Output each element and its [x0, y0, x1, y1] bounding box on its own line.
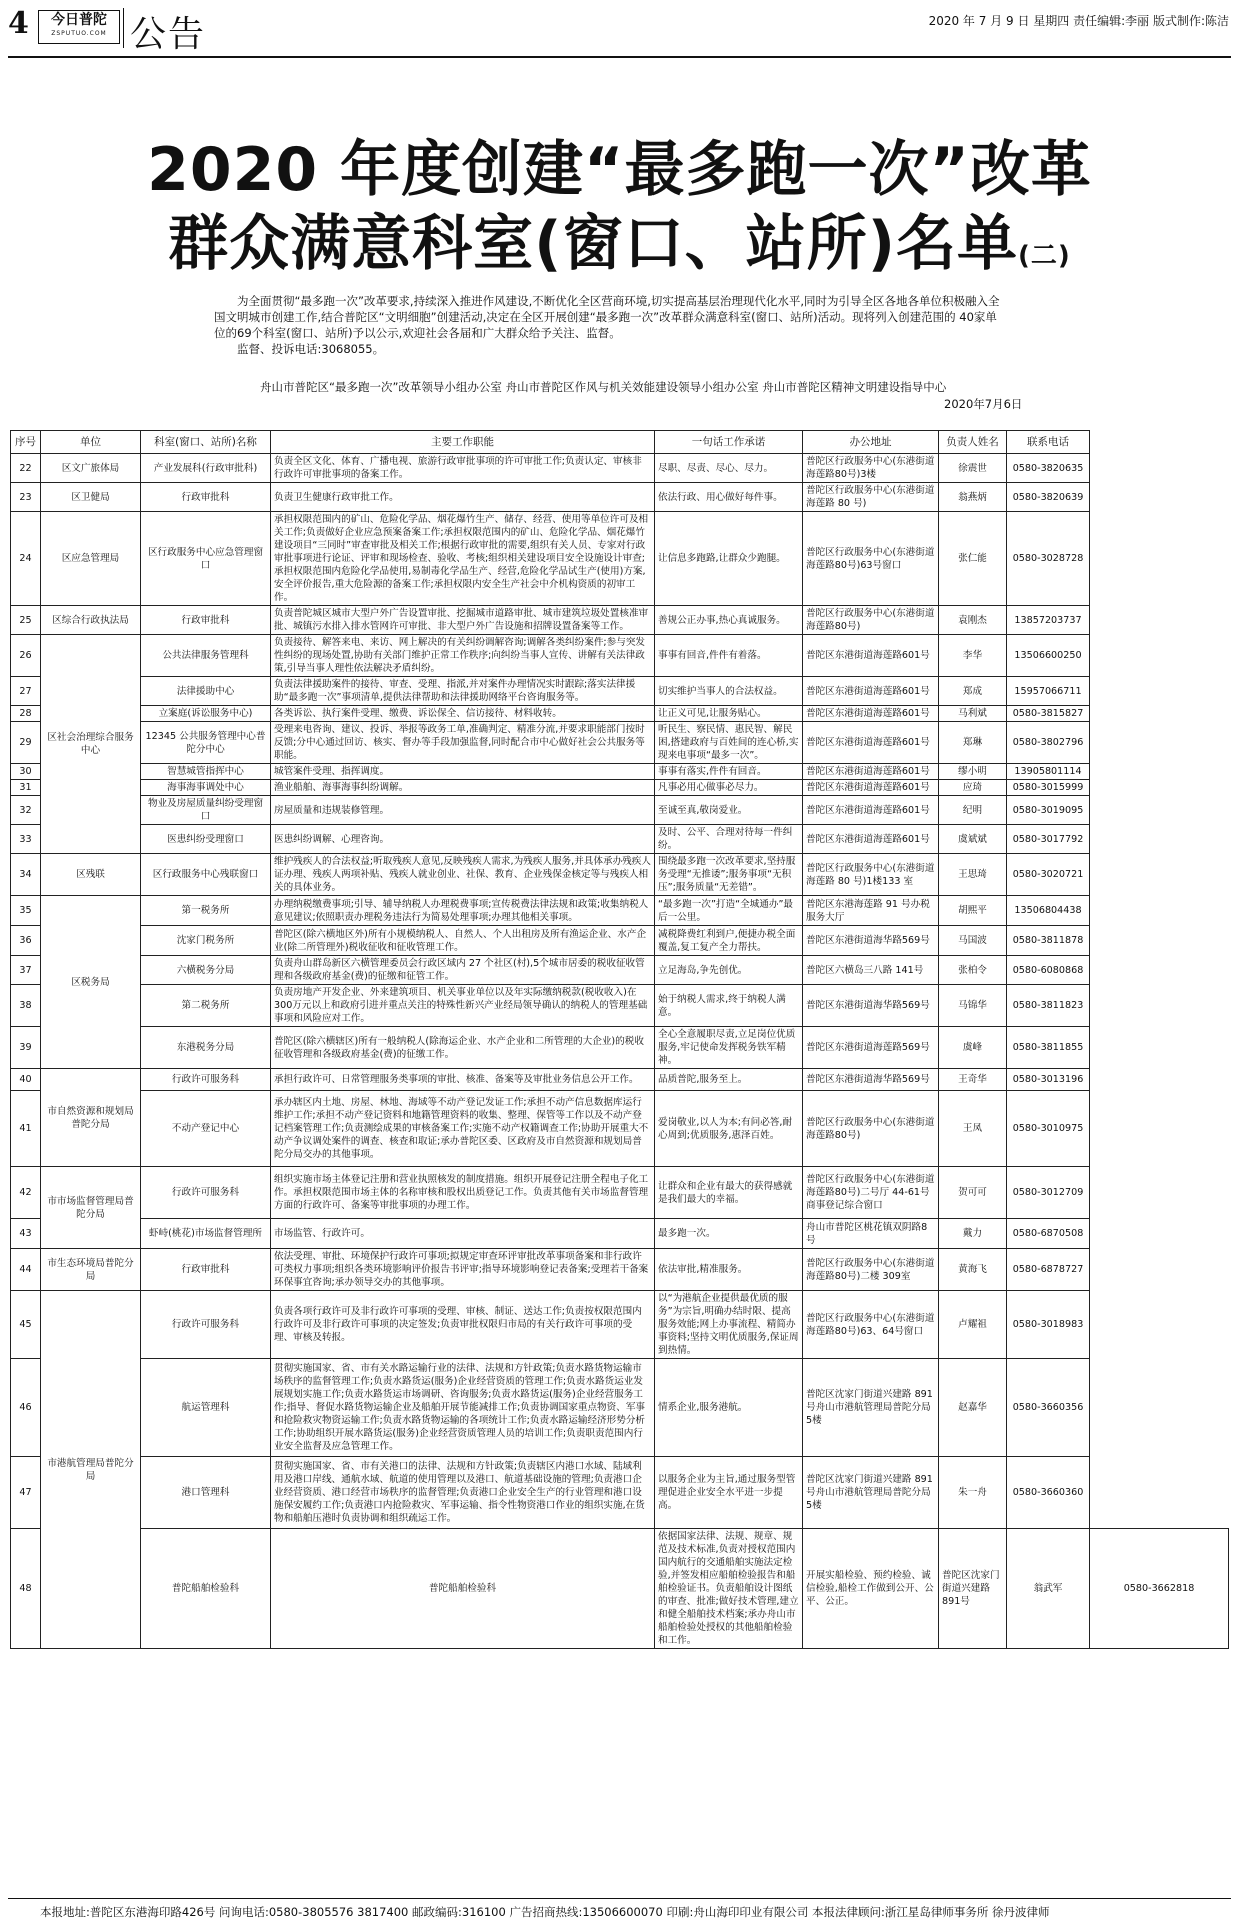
service-promise: 及时、公平、合理对待每一件纠纷。	[655, 825, 803, 854]
row-number: 45	[11, 1291, 41, 1359]
service-promise: 让正义可见,让服务贴心。	[655, 706, 803, 722]
contact-phone: 0580-3811823	[1007, 985, 1090, 1027]
dateline: 2020 年 7 月 9 日 星期四 责任编辑:李丽 版式制作:陈洁	[928, 14, 1229, 28]
contact-phone: 0580-3010975	[1007, 1091, 1090, 1167]
contact-phone: 0580-3028728	[1007, 512, 1090, 606]
row-number: 29	[11, 722, 41, 764]
section-title: 公告	[130, 14, 207, 55]
contact-phone: 0580-3662818	[1090, 1529, 1229, 1649]
department-name: 第一税务所	[141, 896, 271, 926]
row-number: 48	[11, 1529, 41, 1649]
department-name: 物业及房屋质量纠纷受理窗口	[141, 796, 271, 825]
row-number: 36	[11, 926, 41, 956]
headline-line2	[0, 196, 1239, 282]
unit-name: 区残联	[41, 854, 141, 896]
unit-name: 区文广旅体局	[41, 454, 141, 483]
person-in-charge: 郑琳	[939, 722, 1007, 764]
row-number: 22	[11, 454, 41, 483]
table-row	[11, 512, 1229, 606]
row-number: 24	[11, 512, 41, 606]
office-address: 普陀区东港街道海莲路601号	[803, 764, 939, 780]
row-number: 26	[11, 635, 41, 677]
intro-contact: 监督、投诉电话:3068055。	[237, 342, 385, 356]
headline-line2-text: 群众满意科室(窗口、站所)名单	[168, 209, 1019, 279]
unit-name: 区社会治理综合服务中心	[41, 635, 141, 854]
table-row	[11, 1457, 1229, 1529]
department-name: 行政审批科	[141, 1249, 271, 1291]
table-row	[11, 985, 1229, 1027]
page-number: 4	[8, 6, 29, 41]
unit-name: 区卫健局	[41, 483, 141, 512]
service-promise: 爱岗敬业,以人为本;有问必答,耐心周到;优质服务,惠泽百姓。	[655, 1091, 803, 1167]
main-duties: 办理纳税缴费事项;引导、辅导纳税人办理税费事项;宣传税费法律法规和政策;收集纳税人意见建议;依照职责办理税务违法行为简易处理事项;办理其他相关事项。	[271, 896, 655, 926]
unit-name: 市市场监督管理局普陀分局	[41, 1167, 141, 1249]
service-promise: 依法审批,精准服务。	[655, 1249, 803, 1291]
main-duties: 普陀区(除六横地区外)所有小规模纳税人、自然人、个人出租房及所有渔运企业、水产企业(除二所管理外)税收征收和征收管理工作。	[271, 926, 655, 956]
person-in-charge: 马锦华	[939, 985, 1007, 1027]
department-name: 普陀船舶检验科	[271, 1529, 655, 1649]
issuing-organizations: 舟山市普陀区“最多跑一次”改革领导小组办公室 舟山市普陀区作风与机关效能建设领导小组办公室 舟山市普陀区精神文明建设指导中心	[260, 380, 947, 394]
headline-line1: 2020 年度创建“最多跑一次”改革	[147, 135, 1092, 205]
office-address: 普陀区东港街道海莲路569号	[803, 1027, 939, 1069]
column-header: 序号	[11, 431, 41, 454]
table-header-row	[11, 431, 1229, 454]
office-address: 普陀区沈家门街道兴建路891号	[939, 1529, 1007, 1649]
row-number: 23	[11, 483, 41, 512]
row-number: 43	[11, 1219, 41, 1249]
column-header: 单位	[41, 431, 141, 454]
person-in-charge: 朱一舟	[939, 1457, 1007, 1529]
department-name: 第二税务所	[141, 985, 271, 1027]
office-address: 普陀区东港街道海华路569号	[803, 985, 939, 1027]
main-duties: 医患纠纷调解、心理咨询。	[271, 825, 655, 854]
contact-phone: 0580-3815827	[1007, 706, 1090, 722]
person-in-charge: 马国波	[939, 926, 1007, 956]
department-name: 航运管理科	[141, 1359, 271, 1457]
service-promise: 始于纳税人需求,终于纳税人满意。	[655, 985, 803, 1027]
column-header: 科室(窗口、站所)名称	[141, 431, 271, 454]
department-name: 东港税务分局	[141, 1027, 271, 1069]
department-name: 区行政服务中心残联窗口	[141, 854, 271, 896]
issue-date: 2020年7月6日	[944, 397, 1023, 411]
person-in-charge: 虞斌斌	[939, 825, 1007, 854]
masthead-divider	[123, 8, 124, 48]
office-address: 普陀区东港街道海莲路601号	[803, 796, 939, 825]
department-name: 行政审批科	[141, 606, 271, 635]
row-number: 31	[11, 780, 41, 796]
person-in-charge: 徐震世	[939, 454, 1007, 483]
main-duties: 承办辖区内土地、房屋、林地、海域等不动产登记发证工作;承担不动产信息数据库运行维护工作;承担不动产登记资料和地籍管理资料的收集、整理、保管等工作以及不动产登记档案管理工作;负责测绘成果的审核备案工作;实施不动产权籍调查工作;协助开展重大不动产争议调处案件的调查、核查和取证;承办普陀区委、区政府及市自然资源和规划局普陀分局交办的其他事项。	[271, 1091, 655, 1167]
row-number: 47	[11, 1457, 41, 1529]
row-number: 35	[11, 896, 41, 926]
office-address: 普陀区东港海莲路 91 号办税服务大厅	[803, 896, 939, 926]
column-header: 办公地址	[803, 431, 939, 454]
table-row	[11, 1069, 1229, 1091]
department-name: 12345 公共服务管理中心普陀分中心	[141, 722, 271, 764]
department-name: 六横税务分局	[141, 956, 271, 985]
office-address: 普陀区东港街道海华路569号	[803, 1069, 939, 1091]
column-header: 主要工作职能	[271, 431, 655, 454]
main-duties: 负责全区文化、体育、广播电视、旅游行政审批事项的许可审批工作;负责认定、审核非行政许可审批事项的备案工作。	[271, 454, 655, 483]
office-address: 普陀区东港街道海莲路601号	[803, 780, 939, 796]
service-promise: 开展实船检验、预约检验、诚信检验,船检工作做到公开、公平、公正。	[803, 1529, 939, 1649]
contact-phone: 13506804438	[1007, 896, 1090, 926]
table-row	[11, 1027, 1229, 1069]
service-promise: 让群众和企业有最大的获得感就是我们最大的幸福。	[655, 1167, 803, 1219]
row-number: 41	[11, 1091, 41, 1167]
person-in-charge: 翁武军	[1007, 1529, 1090, 1649]
person-in-charge: 张柏令	[939, 956, 1007, 985]
row-number: 42	[11, 1167, 41, 1219]
service-promise: 品质普陀,服务至上。	[655, 1069, 803, 1091]
row-number: 38	[11, 985, 41, 1027]
table-row	[11, 606, 1229, 635]
office-address: 普陀区东港街道海莲路601号	[803, 706, 939, 722]
main-duties: 贯彻实施国家、省、市有关港口的法律、法规和方针政策;负责辖区内港口水域、陆域利用及港口岸线、通航水域、航道的使用管理以及港口、航道基础设施的管理;负责港口企业经营资质、港口经营市场秩序的监督管理;负责港口企业安全生产的行业管理和港口设施保安履约工作;负责港口内抢险救灾、军事运输、指令性物资港口作业的组织实施,在货物和船舶压港时负责协调和组织疏运工作。	[271, 1457, 655, 1529]
office-address: 普陀区东港街道海莲路601号	[803, 677, 939, 706]
main-duties: 承担行政许可、日常管理服务类事项的审批、核准、备案等及审批业务信息公开工作。	[271, 1069, 655, 1091]
office-address: 普陀区行政服务中心(东港街道海莲路80号)63、64号窗口	[803, 1291, 939, 1359]
service-promise: 事事有落实,件件有回音。	[655, 764, 803, 780]
table-row	[11, 722, 1229, 764]
main-duties: 负责普陀城区城市大型户外广告设置审批、挖掘城市道路审批、城市建筑垃圾处置核准审批、城镇污水排入排水管网许可审批、非大型户外广告设施和招牌设置备案等工作。	[271, 606, 655, 635]
main-duties: 负责房地产开发企业、外来建筑项目、机关事业单位以及年实际缴纳税款(税收收入)在300万元以上和政府引进并重点关注的特殊性新兴产业经局领导确认的纳税人的管理基础事项和风险应对工作。	[271, 985, 655, 1027]
person-in-charge: 戴力	[939, 1219, 1007, 1249]
table-row	[11, 926, 1229, 956]
row-number: 33	[11, 825, 41, 854]
unit-name: 普陀船舶检验科	[141, 1529, 271, 1649]
person-in-charge: 胡熙平	[939, 896, 1007, 926]
column-header: 一句话工作承诺	[655, 431, 803, 454]
unit-name: 区税务局	[41, 896, 141, 1069]
person-in-charge: 黄海飞	[939, 1249, 1007, 1291]
table-row	[11, 1359, 1229, 1457]
main-duties: 负责法律援助案件的接待、审查、受理、指派,并对案件办理情况实时跟踪;落实法律援助“最多跑一次”事项清单,提供法律帮助和法律援助网络平台咨询服务等。	[271, 677, 655, 706]
table-row	[11, 796, 1229, 825]
contact-phone: 0580-3013196	[1007, 1069, 1090, 1091]
contact-phone: 0580-3018983	[1007, 1291, 1090, 1359]
person-in-charge: 卢耀祖	[939, 1291, 1007, 1359]
office-address: 普陀区东港街道海莲路601号	[803, 825, 939, 854]
intro-paragraph: 为全面贯彻“最多跑一次”改革要求,持续深入推进作风建设,不断优化全区营商环境,切实提高基层治理现代化水平,同时为引导全区各地各单位积极融入全国文明城市创建工作,结合普陀区“文明细胞”创建活动,决定在全区开展创建“最多跑一次”改革群众满意科室(窗口、站所)活动。现将列入创建范围的 40家单位的69个科室(窗口、站所)予以公示,欢迎社会各届和广大群众给予关注、监督。	[214, 294, 1000, 340]
table-row	[11, 1167, 1229, 1219]
office-address: 普陀区沈家门街道兴建路 891 号舟山市港航管理局普陀分局 5楼	[803, 1359, 939, 1457]
person-in-charge: 应琦	[939, 780, 1007, 796]
person-in-charge: 王凤	[939, 1091, 1007, 1167]
service-promise: 至诚至真,敬岗爱业。	[655, 796, 803, 825]
main-duties: 负责各项行政许可及非行政许可事项的受理、审核、制证、送达工作;负责按权限范围内行政许可及非行政许可事项的决定签发;负责审批权限归市局的有关行政许可事项的受理、审核及转报。	[271, 1291, 655, 1359]
office-address: 普陀区行政服务中心(东港街道海莲路80号)	[803, 1091, 939, 1167]
table-row	[11, 635, 1229, 677]
row-number: 40	[11, 1069, 41, 1091]
department-name: 区行政服务中心应急管理窗口	[141, 512, 271, 606]
row-number: 39	[11, 1027, 41, 1069]
main-duties: 维护残疾人的合法权益;听取残疾人意见,反映残疾人需求,为残疾人服务,并具体承办残疾人证办理、残疾人两项补贴、残疾人就业创业、社保、教育、企业残保金核定等与残疾人相关的具体业务。	[271, 854, 655, 896]
table-row	[11, 1091, 1229, 1167]
office-address: 普陀区行政服务中心(东港街道海莲路80号)二号厅 44-61号商事登记综合窗口	[803, 1167, 939, 1219]
main-duties: 贯彻实施国家、省、市有关水路运输行业的法律、法规和方针政策;负责水路货物运输市场秩序的监督管理工作;负责水路货运(服务)企业经营资质的管理工作;负责水路货运业发展规划实施工作;负责水路货运市场调研、咨询服务;负责水路货运(服务)企业经营服务工作;指导、督促水路货物运输企业及船舶开展节能减排工作;负责协调国家重点物资、军事和抢险救灾物资运输工作;负责水路货物运输的各项统计工作;负责水路运输经济形势分析工作;协助组织开展水路货运(服务)企业经营资质管理人员的培训工作;负责职责范围内行业安全监督及应急管理工作。	[271, 1359, 655, 1457]
person-in-charge: 纪明	[939, 796, 1007, 825]
service-promise: 善规公正办事,热心真诚服务。	[655, 606, 803, 635]
row-number: 34	[11, 854, 41, 896]
service-promise: 减税降费红利到户,便捷办税全面覆盖,复工复产全力帮扶。	[655, 926, 803, 956]
main-duties: 负责卫生健康行政审批工作。	[271, 483, 655, 512]
service-promise: 围绕最多跑一次改革要求,坚持服务受理“无推诿”;服务事项“无积压”;服务质量“无差错”。	[655, 854, 803, 896]
department-name: 行政许可服务科	[141, 1291, 271, 1359]
department-name: 行政审批科	[141, 483, 271, 512]
office-address: 普陀区行政服务中心(东港街道海莲路80号)二楼 309室	[803, 1249, 939, 1291]
row-number: 28	[11, 706, 41, 722]
office-address: 普陀区东港街道海莲路601号	[803, 635, 939, 677]
person-in-charge: 郑成	[939, 677, 1007, 706]
table-row	[11, 764, 1229, 780]
department-name: 不动产登记中心	[141, 1091, 271, 1167]
service-promise: 以“为港航企业提供最优质的服务”为宗旨,明确办结时限、提高服务效能;网上办事流程、精简办事资料;坚持文明优质服务,保证周到热情。	[655, 1291, 803, 1359]
contact-phone: 0580-3020721	[1007, 854, 1090, 896]
unit-name: 市港航管理局普陀分局	[41, 1291, 141, 1649]
office-address: 普陀区行政服务中心(东港街道海莲路80号)3楼	[803, 454, 939, 483]
row-number: 25	[11, 606, 41, 635]
department-name: 行政许可服务科	[141, 1167, 271, 1219]
unit-name: 市自然资源和规划局普陀分局	[41, 1069, 141, 1167]
contact-phone: 0580-3015999	[1007, 780, 1090, 796]
person-in-charge: 缪小明	[939, 764, 1007, 780]
contact-phone: 0580-3820639	[1007, 483, 1090, 512]
person-in-charge: 李华	[939, 635, 1007, 677]
main-duties: 各类诉讼、执行案件受理、缴费、诉讼保全、信访接待、材料收转。	[271, 706, 655, 722]
table-row	[11, 1219, 1229, 1249]
column-header: 负责人姓名	[939, 431, 1007, 454]
department-name: 港口管理科	[141, 1457, 271, 1529]
row-number: 27	[11, 677, 41, 706]
department-name: 海事海事调处中心	[141, 780, 271, 796]
office-address: 普陀区东港街道海莲路601号	[803, 722, 939, 764]
contact-phone: 0580-3660356	[1007, 1359, 1090, 1457]
table-row	[11, 825, 1229, 854]
contact-phone: 0580-3802796	[1007, 722, 1090, 764]
main-duties: 承担权限范围内的矿山、危险化学品、烟花爆竹生产、储存、经营、使用等单位许可及相关工作;负责做好企业应急预案备案工作;承担权限范围内的矿山、危险化学品、烟花爆竹建设项目“三同时”审查审批及相关工作;根据行政审批的需要,组织有关人员、专家对行政审批事项进行论证、评审和现场检查、验收、考核;组织相关建设项目安全设施设计审查;承担权限范围内危险化学品使用,易制毒化学品生产、经营,危险化学品试生产(使用)方案,安全评价报告,重大危险源的备案工作;承担权限内安全生产社会中介机构资质的初审工作。	[271, 512, 655, 606]
main-duties: 依法受理、审批、环境保护行政许可事项;拟规定审查环评审批改革事项备案和非行政许可类权力事项;组织各类环境影响评价报告书评审;指导环境影响登记表备案;受理若干备案环保事宜咨询;承办领导交办的其他事项。	[271, 1249, 655, 1291]
intro-text	[214, 293, 1004, 357]
office-address: 舟山市普陀区桃花镇双阴路8号	[803, 1219, 939, 1249]
row-number: 46	[11, 1359, 41, 1457]
service-promise: 最多跑一次。	[655, 1219, 803, 1249]
main-duties: 受理来电咨询、建议、投诉、举报等政务工单,准确判定、精准分流,并要求职能部门按时反馈;分中心通过回访、核实、督办等手段加强监督,同时配合市中心做好社会公共服务等职能。	[271, 722, 655, 764]
table-row	[11, 677, 1229, 706]
row-number: 30	[11, 764, 41, 780]
office-address: 普陀区行政服务中心(东港街道海莲路80号)	[803, 606, 939, 635]
unit-name: 区应急管理局	[41, 512, 141, 606]
service-promise: “最多跑一次”打造“全城通办”最后一公里。	[655, 896, 803, 926]
contact-phone: 15957066711	[1007, 677, 1090, 706]
newspaper-logo	[38, 10, 120, 44]
main-duties: 组织实施市场主体登记注册和营业执照核发的制度措施。组织开展登记注册全程电子化工作。承担权限范围市场主体的名称审核和股权出质登记工作。负责其他有关市场监督管理方面的行政许可、备案等审批事项的办理工作。	[271, 1167, 655, 1219]
person-in-charge: 张仁能	[939, 512, 1007, 606]
table-row	[11, 1529, 1229, 1649]
service-promise: 凡事必用心做事必尽力。	[655, 780, 803, 796]
department-name: 立案庭(诉讼服务中心)	[141, 706, 271, 722]
service-promise: 事事有回音,件件有着落。	[655, 635, 803, 677]
office-address: 普陀区东港街道海华路569号	[803, 926, 939, 956]
window-list-table	[10, 430, 1229, 1649]
department-name: 产业发展科(行政审批科)	[141, 454, 271, 483]
service-promise: 依法行政、用心做好每件事。	[655, 483, 803, 512]
headline-suffix: (二)	[1018, 241, 1071, 271]
main-duties: 市场监管、行政许可。	[271, 1219, 655, 1249]
main-duties: 依据国家法律、法规、规章、规范及技术标准,负责对授权范围内国内航行的交通船舶实施法定检验,并签发相应船舶检验报告和船舶检验证书。负责船舶设计图纸的审查、批准;做好技术管理,建立和健全船舶技术档案;承办舟山市船舶检验处授权的其他船舶检验和工作。	[655, 1529, 803, 1649]
unit-name: 区综合行政执法局	[41, 606, 141, 635]
contact-phone: 0580-6080868	[1007, 956, 1090, 985]
contact-phone: 0580-6870508	[1007, 1219, 1090, 1249]
contact-phone: 0580-3660360	[1007, 1457, 1090, 1529]
contact-phone: 0580-3811855	[1007, 1027, 1090, 1069]
contact-phone: 0580-3019095	[1007, 796, 1090, 825]
table-row	[11, 854, 1229, 896]
main-duties: 负责舟山群岛新区六横管理委员会行政区域内 27 个社区(村),5个城市居委的税收征收管理和各级政府基金(费)的征缴和征管工作。	[271, 956, 655, 985]
main-duties: 房屋质量和违规装修管理。	[271, 796, 655, 825]
logo-url: ZSPUTUO.COM	[51, 30, 107, 37]
table-row	[11, 896, 1229, 926]
person-in-charge: 袁刚杰	[939, 606, 1007, 635]
person-in-charge: 翁燕炳	[939, 483, 1007, 512]
person-in-charge: 马利斌	[939, 706, 1007, 722]
service-promise: 情系企业,服务港航。	[655, 1359, 803, 1457]
table-row	[11, 454, 1229, 483]
department-name: 沈家门税务所	[141, 926, 271, 956]
service-promise: 以服务企业为主旨,通过服务型管理促进企业安全水平进一步提高。	[655, 1457, 803, 1529]
contact-phone: 13905801114	[1007, 764, 1090, 780]
row-number: 32	[11, 796, 41, 825]
contact-phone: 0580-3820635	[1007, 454, 1090, 483]
office-address: 普陀区行政服务中心(东港街道海莲路80号)63号窗口	[803, 512, 939, 606]
contact-phone: 0580-6878727	[1007, 1249, 1090, 1291]
person-in-charge: 贺可可	[939, 1167, 1007, 1219]
contact-phone: 0580-3012709	[1007, 1167, 1090, 1219]
main-duties: 负责接待、解答来电、来访、网上解决的有关纠纷调解咨询;调解各类纠纷案件;参与突发性纠纷的现场处置,协助有关部门维护正常工作秩序;向纠纷当事人宣传、讲解有关法律政策,引导当事人理性依法解决矛盾纠纷。	[271, 635, 655, 677]
person-in-charge: 赵嘉华	[939, 1359, 1007, 1457]
table-body	[11, 454, 1229, 1649]
logo-text: 今日普陀	[51, 12, 107, 28]
contact-phone: 13506600250	[1007, 635, 1090, 677]
contact-phone: 0580-3017792	[1007, 825, 1090, 854]
footer-info: 本报地址:普陀区东港海印路426号 问询电话:0580-3805576 3817400 邮政编码:316100 广告招商热线:13506600070 印刷:舟山海印印业有限公司 本报法律顾问:浙江星岛律师事务所 徐丹波律师	[40, 1905, 1050, 1919]
department-name: 行政许可服务科	[141, 1069, 271, 1091]
service-promise: 切实维护当事人的合法权益。	[655, 677, 803, 706]
table-row	[11, 956, 1229, 985]
column-header: 联系电话	[1007, 431, 1090, 454]
service-promise: 尽职、尽责、尽心、尽力。	[655, 454, 803, 483]
footer-rule	[8, 1898, 1231, 1899]
row-number: 44	[11, 1249, 41, 1291]
office-address: 普陀区行政服务中心(东港街道海莲路 80 号)1楼133 室	[803, 854, 939, 896]
office-address: 普陀区沈家门街道兴建路 891 号舟山市港航管理局普陀分局5楼	[803, 1457, 939, 1529]
table-row	[11, 483, 1229, 512]
department-name: 法律援助中心	[141, 677, 271, 706]
table-row	[11, 780, 1229, 796]
department-name: 智慧城管指挥中心	[141, 764, 271, 780]
department-name: 医患纠纷受理窗口	[141, 825, 271, 854]
person-in-charge: 王思琦	[939, 854, 1007, 896]
unit-name: 市生态环境局普陀分局	[41, 1249, 141, 1291]
office-address: 普陀区六横岛三八路 141号	[803, 956, 939, 985]
service-promise: 让信息多跑路,让群众少跑腿。	[655, 512, 803, 606]
department-name: 公共法律服务管理科	[141, 635, 271, 677]
department-name: 虾峙(桃花)市场监督管理所	[141, 1219, 271, 1249]
table-row	[11, 1249, 1229, 1291]
masthead	[0, 0, 1239, 64]
main-duties: 城管案件受理、指挥调度。	[271, 764, 655, 780]
table-row	[11, 706, 1229, 722]
service-promise: 听民生、察民情、惠民智、解民困,搭建政府与百姓间的连心桥,实现来电事项“最多一次”。	[655, 722, 803, 764]
office-address: 普陀区行政服务中心(东港街道海莲路 80 号)	[803, 483, 939, 512]
main-duties: 普陀区(除六横辖区)所有一般纳税人(除海运企业、水产企业和二所管理的大企业)的税收征收管理和各级政府基金(费)的征缴工作。	[271, 1027, 655, 1069]
person-in-charge: 虞峰	[939, 1027, 1007, 1069]
service-promise: 全心全意履职尽责,立足岗位优质服务,牢记使命发挥税务铁军精神。	[655, 1027, 803, 1069]
contact-phone: 13857203737	[1007, 606, 1090, 635]
row-number: 37	[11, 956, 41, 985]
service-promise: 立足海岛,争先创优。	[655, 956, 803, 985]
main-duties: 渔业船舶、海事海事纠纷调解。	[271, 780, 655, 796]
contact-phone: 0580-3811878	[1007, 926, 1090, 956]
masthead-rule	[8, 56, 1231, 58]
person-in-charge: 王奇华	[939, 1069, 1007, 1091]
table-row	[11, 1291, 1229, 1359]
